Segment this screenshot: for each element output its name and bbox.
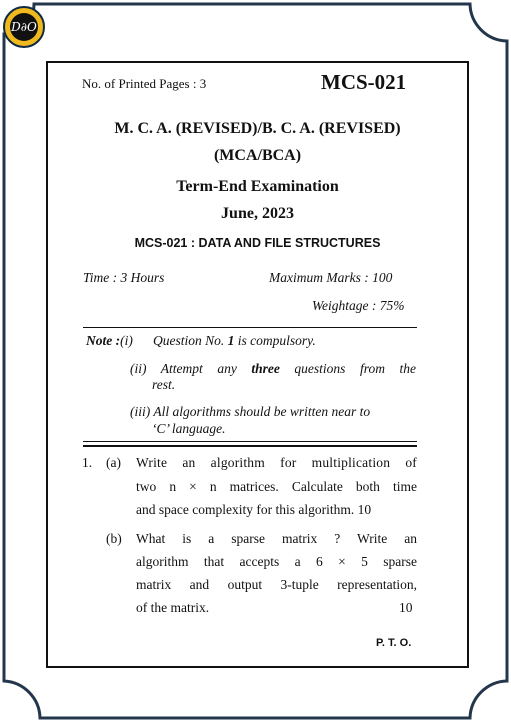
note-item-2 xyxy=(130,361,416,377)
part-a-line-2: two n × n matrices. Calculate both time xyxy=(136,479,417,494)
note-bottom-rule-1 xyxy=(83,441,417,442)
part-a-line-3: and space complexity for this algorithm. 10 xyxy=(136,502,372,517)
note-item-3-cont: ‘C’ language. xyxy=(152,421,226,436)
part-b-line-2: algorithm that accepts a 6 × 5 sparse xyxy=(136,554,417,569)
printed-pages: No. of Printed Pages : 3 xyxy=(82,76,207,91)
exam-title: Term-End Examination xyxy=(176,178,339,195)
note-item-2-cont: rest. xyxy=(152,377,176,392)
weightage: Weightage : 75% xyxy=(312,298,405,313)
part-b-line-1: What is a sparse matrix ? Write an xyxy=(136,531,417,546)
paper-code: MCS-021 xyxy=(321,70,407,94)
note-top-rule xyxy=(83,327,417,328)
logo-text: D∂O xyxy=(10,13,38,41)
note-i-number: (i) xyxy=(120,333,133,348)
part-a-line-1: Write an algorithm for multiplication of xyxy=(136,455,417,470)
exam-date: June, 2023 xyxy=(221,205,294,222)
question-number: 1. xyxy=(82,455,93,470)
part-b-line-3: matrix and output 3-tuple representation, xyxy=(136,577,417,592)
please-turn-over: P. T. O. xyxy=(376,637,412,649)
note-label: Note : xyxy=(86,333,121,348)
note-bottom-rule-2 xyxy=(83,445,417,447)
note-i-text: Question No. xyxy=(153,333,228,348)
course-title: MCS-021 : DATA AND FILE STRUCTURES xyxy=(134,236,381,250)
note-i-text-end: is compulsory. xyxy=(234,333,316,348)
program-subtitle: (MCA/BCA) xyxy=(213,147,302,164)
note-ii-bold: three xyxy=(251,361,280,376)
note-item-3: (iii) All algorithms should be written near to xyxy=(130,404,371,419)
time-allowed: Time : 3 Hours xyxy=(83,270,165,285)
part-b-marks: 10 xyxy=(399,600,413,615)
part-a-label: (a) xyxy=(106,455,121,470)
brand-logo xyxy=(3,6,45,48)
note-ii-text: (ii) Attempt any xyxy=(130,361,252,376)
program-title: M. C. A. (REVISED)/B. C. A. (REVISED) xyxy=(114,120,401,137)
note-line-i xyxy=(86,333,133,349)
note-item-1 xyxy=(153,333,316,349)
part-b-label: (b) xyxy=(106,531,122,546)
note-i-bold: 1 xyxy=(227,333,235,348)
maximum-marks: Maximum Marks : 100 xyxy=(269,270,393,285)
note-ii-text-end: questions from the xyxy=(279,361,417,376)
part-b-line-4: of the matrix. xyxy=(136,600,210,615)
